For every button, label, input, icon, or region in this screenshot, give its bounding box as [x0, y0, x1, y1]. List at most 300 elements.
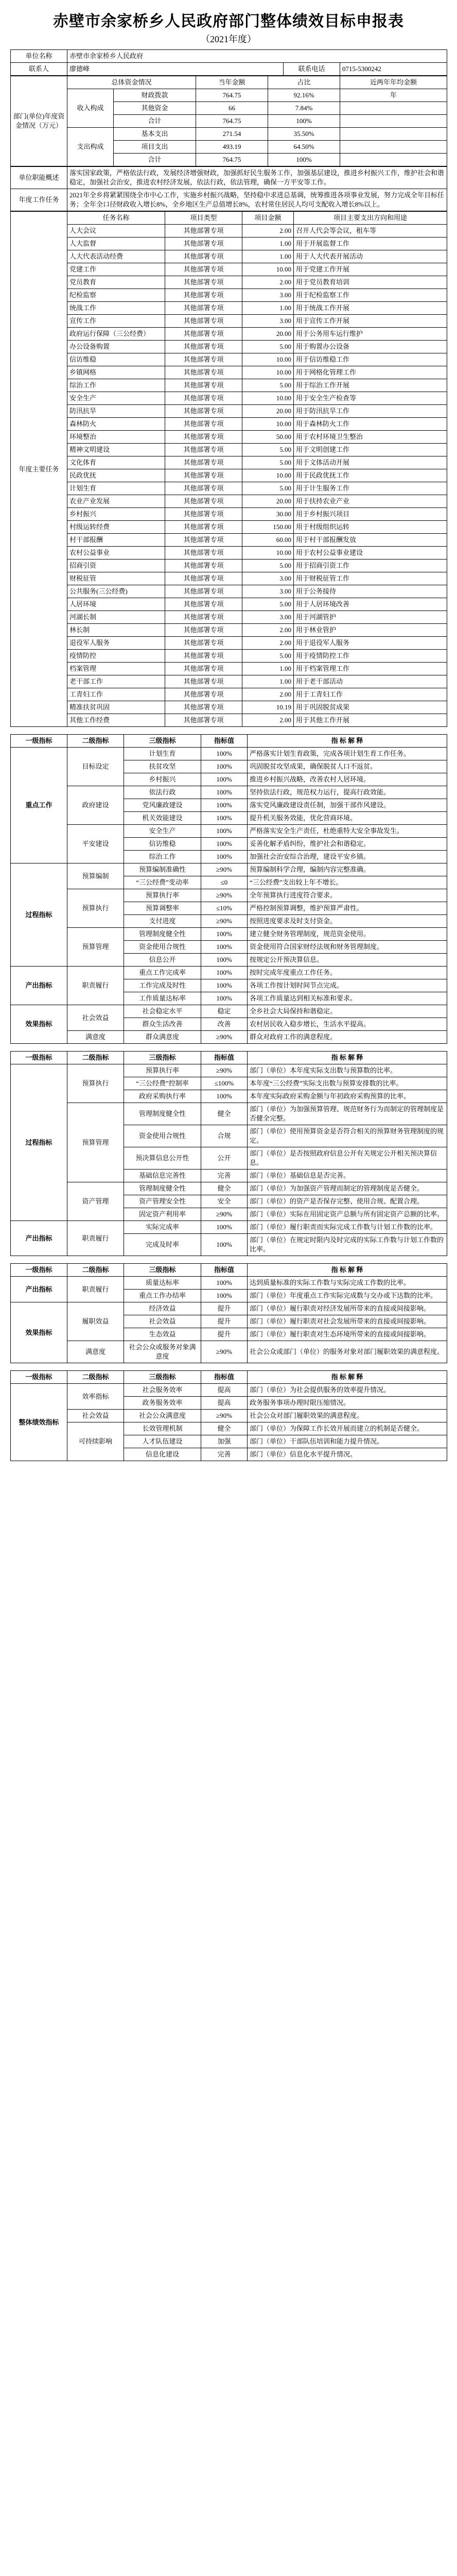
project-type: 其他部署专项	[165, 560, 242, 572]
project-type: 其他部署专项	[165, 263, 242, 276]
targets2-lv3: 预决算信息公开性	[124, 1147, 201, 1170]
targets2-explain: 部门（单位）的资产是否保存完整、使用合规、配置合理。	[248, 1195, 447, 1208]
targets1-lv1: 重点工作	[11, 748, 67, 863]
project-desc: 用于综治工作开展	[294, 379, 447, 392]
targets2-explain: 部门（单位）基础信息是否完善。	[248, 1170, 447, 1182]
targets2-explain: 本年度“三公经费”实际支出数与预算安排数的比率。	[248, 1077, 447, 1090]
targets1-col-value: 指标值	[201, 735, 248, 748]
targets4-lv2: 社会效益	[67, 1410, 124, 1422]
project-name: 公共服务(三公经费)	[67, 585, 165, 598]
targets4-lv3: 社会服务效率	[124, 1384, 201, 1397]
targets1-lv2: 满意度	[67, 1031, 124, 1044]
targets4-explain: 部门（单位）为保障工作长效开展而建立的机制是否健全。	[248, 1422, 447, 1435]
targets1-value: 100%	[201, 928, 248, 941]
targets1-lv3: 预算编制准确性	[124, 863, 201, 876]
project-row	[11, 611, 447, 624]
project-type: 其他部署专项	[165, 534, 242, 547]
project-type: 其他部署专项	[165, 547, 242, 560]
project-row	[11, 482, 447, 495]
project-type: 其他部署专项	[165, 302, 242, 315]
project-type: 其他部署专项	[165, 572, 242, 585]
targets3-col-explain: 指 标 解 释	[248, 1264, 447, 1277]
project-type: 其他部署专项	[165, 585, 242, 598]
budget-row-ratio: 35.50%	[268, 128, 340, 141]
targets3-value: 提升	[201, 1302, 248, 1315]
project-name: 民政优抚	[67, 469, 165, 482]
targets3-lv2: 履职效益	[67, 1302, 124, 1341]
budget-row-future	[340, 128, 447, 141]
project-name: 退役军人服务	[67, 637, 165, 650]
budget-row-future	[340, 154, 447, 166]
project-name: 老干部工作	[67, 675, 165, 688]
project-money: 10.19	[242, 701, 294, 714]
project-money: 10.00	[242, 366, 294, 379]
project-desc: 用于财税征管工作	[294, 572, 447, 585]
targets1-value: 100%	[201, 760, 248, 773]
project-desc: 用于计生服务工作	[294, 482, 447, 495]
targets1-explain: 严格落实安全生产责任，杜绝重特大安全事故发生。	[248, 825, 447, 838]
targets1-explain: 建立健全财务管理制度，规范资金使用。	[248, 928, 447, 941]
project-desc: 用于村级组织运转	[294, 521, 447, 534]
targets4-row	[11, 1422, 447, 1435]
budget-col-future: 近两年年均金额	[340, 76, 447, 89]
targets1-row	[11, 967, 447, 979]
targets1-value: 100%	[201, 748, 248, 760]
project-row	[11, 495, 447, 508]
targets1-lv3: 信访维稳	[124, 838, 201, 851]
targets1-lv3: 计划生育	[124, 748, 201, 760]
page-title: 赤壁市余家桥乡人民政府部门整体绩效目标申报表	[53, 13, 404, 30]
duties-table	[10, 166, 447, 211]
project-type: 其他部署专项	[165, 675, 242, 688]
project-desc: 用于档案管理工作	[294, 663, 447, 675]
project-desc: 用于河湖管护	[294, 611, 447, 624]
project-type: 其他部署专项	[165, 379, 242, 392]
targets1-lv3: 信息公开	[124, 954, 201, 967]
project-money: 10.00	[242, 392, 294, 405]
project-desc: 用于党建工作开展	[294, 263, 447, 276]
targets2-value: 100%	[201, 1221, 248, 1234]
budget-income-label: 收入构成	[67, 89, 114, 128]
targets3-explain: 达到质量标准的实际工作数与实际完成工作数的比率。	[248, 1277, 447, 1290]
targets2-lv3: 资金使用合规性	[124, 1125, 201, 1147]
budget-row-name: 项目支出	[114, 141, 196, 154]
project-row	[11, 675, 447, 688]
targets1-value: ≥90%	[201, 863, 248, 876]
targets3-lv3: 社会公众或服务对象满意度	[124, 1341, 201, 1363]
targets2-lv2: 预算执行	[67, 1064, 124, 1103]
targets1-explain: 资金使用符合国家财经法规和财务管理制度。	[248, 941, 447, 954]
targets2-value: 100%	[201, 1090, 248, 1103]
project-type: 其他部署专项	[165, 611, 242, 624]
project-desc: 用于农村环境卫生整治	[294, 431, 447, 444]
targets1-lv3: 社会稳定水平	[124, 1005, 201, 1018]
budget-row	[11, 128, 447, 141]
project-name: 招商引资	[67, 560, 165, 572]
project-desc: 用于信访维稳工作	[294, 353, 447, 366]
project-desc: 用于疫情防控工作	[294, 650, 447, 663]
project-type: 其他部署专项	[165, 328, 242, 341]
project-row	[11, 366, 447, 379]
targets4-lv3: 人才队伍建设	[124, 1435, 201, 1448]
targets3-lv3: 生态效益	[124, 1328, 201, 1341]
targets2-col-lv2: 二级指标	[67, 1052, 124, 1064]
project-type: 其他部署专项	[165, 418, 242, 431]
project-money: 2.00	[242, 225, 294, 238]
targets-table-2	[10, 1051, 447, 1256]
targets2-row	[11, 1103, 447, 1125]
budget-row-name: 其他资金	[114, 102, 196, 115]
project-desc: 用于林业管护	[294, 624, 447, 637]
targets2-lv3: 资产管理安全性	[124, 1195, 201, 1208]
project-row	[11, 276, 447, 289]
targets2-value: 100%	[201, 1234, 248, 1256]
project-row	[11, 250, 447, 263]
budget-row-name: 合计	[114, 154, 196, 166]
targets1-explain: 落实党风廉政建设责任制，加强干部作风建设。	[248, 799, 447, 812]
targets2-value: 安全	[201, 1195, 248, 1208]
targets1-value: 100%	[201, 786, 248, 799]
project-name: 宣传工作	[67, 315, 165, 328]
project-name: 乡镇网格	[67, 366, 165, 379]
targets2-lv3: 实际完成率	[124, 1221, 201, 1234]
targets1-lv2: 预算管理	[67, 928, 124, 967]
targets4-row	[11, 1410, 447, 1422]
budget-row-amount: 764.75	[196, 89, 268, 102]
project-name: 纪检监察	[67, 289, 165, 302]
targets2-explain: 部门（单位）在规定时限内及时完成的实际工作数与计划工作数的比率。	[248, 1234, 447, 1256]
project-type: 其他部署专项	[165, 392, 242, 405]
targets2-col-lv1: 一级指标	[11, 1052, 67, 1064]
targets1-lv2: 目标设定	[67, 748, 124, 786]
targets4-value: 提高	[201, 1384, 248, 1397]
project-desc: 用于防汛抗旱工作	[294, 405, 447, 418]
project-name: 林长制	[67, 624, 165, 637]
targets3-lv2: 满意度	[67, 1341, 124, 1363]
targets2-value: 健全	[201, 1103, 248, 1125]
project-name: 人大监督	[67, 238, 165, 250]
project-row	[11, 444, 447, 456]
budget-table	[10, 76, 447, 166]
targets3-explain: 部门（单位）年度重点工作实际完成数与交办或下达数的比率。	[248, 1290, 447, 1302]
targets1-lv3: 管理制度健全性	[124, 928, 201, 941]
project-row	[11, 456, 447, 469]
targets3-value: ≥90%	[201, 1341, 248, 1363]
project-money: 2.00	[242, 714, 294, 727]
targets4-lv1: 整体绩效指标	[11, 1384, 67, 1461]
budget-row-ratio: 64.50%	[268, 141, 340, 154]
targets1-value: ≥90%	[201, 1031, 248, 1044]
project-row	[11, 701, 447, 714]
targets1-explain: 加强社会治安综合治理，建设平安乡镇。	[248, 851, 447, 863]
project-type: 其他部署专项	[165, 276, 242, 289]
project-type: 其他部署专项	[165, 444, 242, 456]
targets1-lv2: 政府建设	[67, 786, 124, 825]
project-desc: 用于乡村振兴项目	[294, 508, 447, 521]
budget-row-name: 合计	[114, 115, 196, 128]
project-type: 其他部署专项	[165, 405, 242, 418]
project-desc: 用于工青妇工作	[294, 688, 447, 701]
targets2-lv3: 管理制度健全性	[124, 1103, 201, 1125]
targets1-lv3: 预算调整率	[124, 902, 201, 915]
project-name: 党建工作	[67, 263, 165, 276]
project-name: 人大代表活动经费	[67, 250, 165, 263]
project-name: 乡村振兴	[67, 508, 165, 521]
project-type: 其他部署专项	[165, 366, 242, 379]
targets2-value: 完善	[201, 1170, 248, 1182]
project-money: 1.00	[242, 663, 294, 675]
projects-table	[10, 211, 447, 727]
targets3-lv3: 社会效益	[124, 1315, 201, 1328]
project-money: 60.00	[242, 534, 294, 547]
project-money: 20.00	[242, 405, 294, 418]
targets1-lv3: 支付进度	[124, 915, 201, 928]
contact-value: 廖德峰	[67, 63, 284, 76]
project-money: 2.00	[242, 637, 294, 650]
project-name: 工青妇工作	[67, 688, 165, 701]
contact-label: 联系人	[11, 63, 67, 76]
project-type: 其他部署专项	[165, 250, 242, 263]
project-name: 文化体育	[67, 456, 165, 469]
project-money: 2.00	[242, 624, 294, 637]
project-row	[11, 405, 447, 418]
info-table	[10, 49, 447, 76]
budget-col-amount: 当年金额	[196, 76, 268, 89]
duties-label: 单位职能概述	[11, 167, 67, 189]
project-name: 人大会议	[67, 225, 165, 238]
project-name: 安全生产	[67, 392, 165, 405]
project-desc: 用于开展监督工作	[294, 238, 447, 250]
project-type: 其他部署专项	[165, 431, 242, 444]
budget-row-amount: 493.19	[196, 141, 268, 154]
targets4-value: 提高	[201, 1397, 248, 1410]
targets4-col-lv3: 三级指标	[124, 1371, 201, 1384]
project-desc: 用于公务用车运行维护	[294, 328, 447, 341]
targets1-explain: 推进乡村振兴战略，改善农村人居环境。	[248, 773, 447, 786]
project-money: 1.00	[242, 238, 294, 250]
targets2-col-value: 指标值	[201, 1052, 248, 1064]
duties-text: 落实国家政策，严格依法行政，发展经济增强财政，加强抓好民生服务工作，加强基层建设，推进乡村振兴工作，维护社会和谐稳定，加强社会治安，推进农村经济发展，依法行政，依法管理，确保一方平安等工作。	[67, 167, 447, 189]
targets1-lv2: 社会效益	[67, 1005, 124, 1031]
project-desc: 用于文体活动开展	[294, 456, 447, 469]
targets2-explain: 部门（单位）实际在用固定资产总额与所有固定资产总额的比率。	[248, 1208, 447, 1221]
project-name: 财税征管	[67, 572, 165, 585]
budget-row-future: 年	[340, 89, 447, 102]
budget-col-ratio: 占比	[268, 76, 340, 89]
project-type: 其他部署专项	[165, 637, 242, 650]
project-desc: 用于退役军人服务	[294, 637, 447, 650]
targets2-lv1: 过程指标	[11, 1064, 67, 1221]
targets1-explain: 预算编制科学合理，编制内容完整准确。	[248, 863, 447, 876]
targets3-explain: 部门（单位）履行职责对经济发展所带来的直接或间接影响。	[248, 1302, 447, 1315]
targets3-explain: 部门（单位）履行职责对社会发展所带来的直接或间接影响。	[248, 1315, 447, 1328]
project-name: 森林防火	[67, 418, 165, 431]
targets1-lv1: 效果指标	[11, 1005, 67, 1044]
project-type: 其他部署专项	[165, 508, 242, 521]
targets1-explain: 严格落实计划生育政策，完成各项计划生育工作任务。	[248, 748, 447, 760]
project-name: 党员教育	[67, 276, 165, 289]
project-row	[11, 521, 447, 534]
project-row	[11, 418, 447, 431]
project-row	[11, 585, 447, 598]
project-row	[11, 431, 447, 444]
targets1-row	[11, 748, 447, 760]
targets2-value: ≥90%	[201, 1208, 248, 1221]
targets3-col-lv3: 三级指标	[124, 1264, 201, 1277]
phone-value: 0715-5300242	[340, 63, 447, 76]
phone-label: 联系电话	[284, 63, 340, 76]
targets4-col-explain: 指 标 解 释	[248, 1371, 447, 1384]
project-money: 5.00	[242, 379, 294, 392]
targets4-explain: 部门（单位）干部队伍培训和能力提升情况。	[248, 1435, 447, 1448]
targets1-lv3: 机关效能建设	[124, 812, 201, 825]
project-desc: 用于公务接待	[294, 585, 447, 598]
budget-row-ratio: 100%	[268, 115, 340, 128]
targets2-lv3: “三公经费”控制率	[124, 1077, 201, 1090]
targets1-col-lv1: 一级指标	[11, 735, 67, 748]
project-desc: 用于文明创建工作	[294, 444, 447, 456]
targets1-lv3: 乡村振兴	[124, 773, 201, 786]
targets3-lv3: 经济效益	[124, 1302, 201, 1315]
project-desc: 用于农村公益事业建设	[294, 547, 447, 560]
targets3-explain: 社会公众或部门（单位）的服务对象对部门履职效果的满意程度。	[248, 1341, 447, 1363]
targets1-value: 稳定	[201, 1005, 248, 1018]
project-money: 30.00	[242, 508, 294, 521]
targets1-lv3: 综治工作	[124, 851, 201, 863]
targets1-row	[11, 786, 447, 799]
project-type: 其他部署专项	[165, 650, 242, 663]
project-money: 20.00	[242, 495, 294, 508]
project-type: 其他部署专项	[165, 456, 242, 469]
budget-row	[11, 89, 447, 102]
project-money: 1.00	[242, 675, 294, 688]
project-name: 防汛抗旱	[67, 405, 165, 418]
targets4-value: 加强	[201, 1435, 248, 1448]
project-name: 环境整治	[67, 431, 165, 444]
project-type: 其他部署专项	[165, 315, 242, 328]
targets1-row	[11, 1005, 447, 1018]
targets4-row	[11, 1384, 447, 1397]
targets2-row	[11, 1221, 447, 1234]
project-type: 其他部署专项	[165, 225, 242, 238]
targets1-lv3: 群众满意度	[124, 1031, 201, 1044]
project-name: 综治工作	[67, 379, 165, 392]
targets1-explain: “三公经费”支出较上年不增长。	[248, 876, 447, 889]
project-type: 其他部署专项	[165, 714, 242, 727]
targets1-value: 100%	[201, 838, 248, 851]
targets1-lv3: 安全生产	[124, 825, 201, 838]
project-row	[11, 353, 447, 366]
project-row	[11, 598, 447, 611]
targets1-lv2: 预算执行	[67, 889, 124, 928]
project-money: 2.00	[242, 276, 294, 289]
targets1-row	[11, 1031, 447, 1044]
targets1-explain: 按照进度要求及时支付资金。	[248, 915, 447, 928]
project-name: 档案管理	[67, 663, 165, 675]
targets2-lv3: 预算执行率	[124, 1064, 201, 1077]
targets1-lv3: 预算执行率	[124, 889, 201, 902]
project-name: 政府运行保障（三公经费）	[67, 328, 165, 341]
targets3-value: 100%	[201, 1277, 248, 1290]
projects-col-money: 项目金额	[242, 212, 294, 225]
project-desc: 用于老干部活动	[294, 675, 447, 688]
targets4-explain: 政务服务事项办理时限压缩情况。	[248, 1397, 447, 1410]
project-money: 3.00	[242, 611, 294, 624]
targets4-lv3: 长效管理机制	[124, 1422, 201, 1435]
project-type: 其他部署专项	[165, 663, 242, 675]
targets1-value: 100%	[201, 941, 248, 954]
targets1-lv3: 群众生活改善	[124, 1018, 201, 1031]
targets4-explain: 部门（单位）信息化水平提升情况。	[248, 1448, 447, 1461]
targets2-explain: 部门（单位）使用预算资金是否符合相关的预算财务管理制度的规定。	[248, 1125, 447, 1147]
project-money: 2.00	[242, 688, 294, 701]
project-row	[11, 392, 447, 405]
plan-text: 2021年全乡将紧紧围绕全市中心工作，实施乡村振兴战略，坚持稳中求进总基调，统筹推进各项事业发展，努力完成全年目标任务；全年全口径财政收入增长8%，全乡地区生产总值增长8%，农村常住居民人均可支配收入增长8%以上。	[67, 189, 447, 211]
project-desc: 用于招商引资工作	[294, 560, 447, 572]
targets1-value: 100%	[201, 954, 248, 967]
targets1-explain: 各项工作质量达到相关标准和要求。	[248, 992, 447, 1005]
project-name: 信访维稳	[67, 353, 165, 366]
project-row	[11, 624, 447, 637]
project-desc: 用于村干部报酬发放	[294, 534, 447, 547]
targets4-value: ≥90%	[201, 1410, 248, 1422]
targets1-value: 100%	[201, 979, 248, 992]
targets1-value: 改善	[201, 1018, 248, 1031]
targets3-lv1: 效果指标	[11, 1302, 67, 1363]
targets1-explain: 全乡社会大局保持和谐稳定。	[248, 1005, 447, 1018]
project-type: 其他部署专项	[165, 598, 242, 611]
project-row	[11, 650, 447, 663]
project-money: 1.00	[242, 250, 294, 263]
project-row	[11, 663, 447, 675]
targets1-explain: 农村居民收入稳步增长，生活水平提高。	[248, 1018, 447, 1031]
project-type: 其他部署专项	[165, 289, 242, 302]
targets1-col-explain: 指 标 解 释	[248, 735, 447, 748]
targets3-col-value: 指标值	[201, 1264, 248, 1277]
project-row	[11, 547, 447, 560]
budget-row-future	[340, 115, 447, 128]
project-desc: 用于人居环境改善	[294, 598, 447, 611]
targets3-lv1: 产出指标	[11, 1277, 67, 1302]
targets2-lv3: 固定资产利用率	[124, 1208, 201, 1221]
targets2-explain: 部门（单位）为加强预算管理、规范财务行为而制定的管理制度是否健全完整。	[248, 1103, 447, 1125]
project-name: 农业产业发展	[67, 495, 165, 508]
targets1-col-lv2: 二级指标	[67, 735, 124, 748]
targets4-lv3: 信息化建设	[124, 1448, 201, 1461]
budget-expense-label: 支出构成	[67, 128, 114, 166]
targets2-explain: 本年度实际政府采购金额与年初政府采购预算的比率。	[248, 1090, 447, 1103]
targets1-value: ≤0	[201, 876, 248, 889]
targets1-lv3: “三公经费”变动率	[124, 876, 201, 889]
project-type: 其他部署专项	[165, 521, 242, 534]
project-money: 3.00	[242, 585, 294, 598]
project-name: 河湖长制	[67, 611, 165, 624]
targets1-row	[11, 825, 447, 838]
targets1-lv3: 工作完成及时性	[124, 979, 201, 992]
targets4-value: 健全	[201, 1422, 248, 1435]
project-desc: 用于人大代表开展活动	[294, 250, 447, 263]
targets2-row	[11, 1182, 447, 1195]
targets1-lv2: 平安建设	[67, 825, 124, 863]
targets4-explain: 社会公众对部门履职效果的满意程度。	[248, 1410, 447, 1422]
budget-row-amount: 764.75	[196, 154, 268, 166]
targets1-explain: 严格控制预算调整，维护预算严肃性。	[248, 902, 447, 915]
targets2-lv2: 预算管理	[67, 1103, 124, 1182]
project-desc: 召开人代会等会议，租车等	[294, 225, 447, 238]
project-money: 3.00	[242, 289, 294, 302]
targets3-row	[11, 1302, 447, 1315]
targets1-value: 100%	[201, 812, 248, 825]
